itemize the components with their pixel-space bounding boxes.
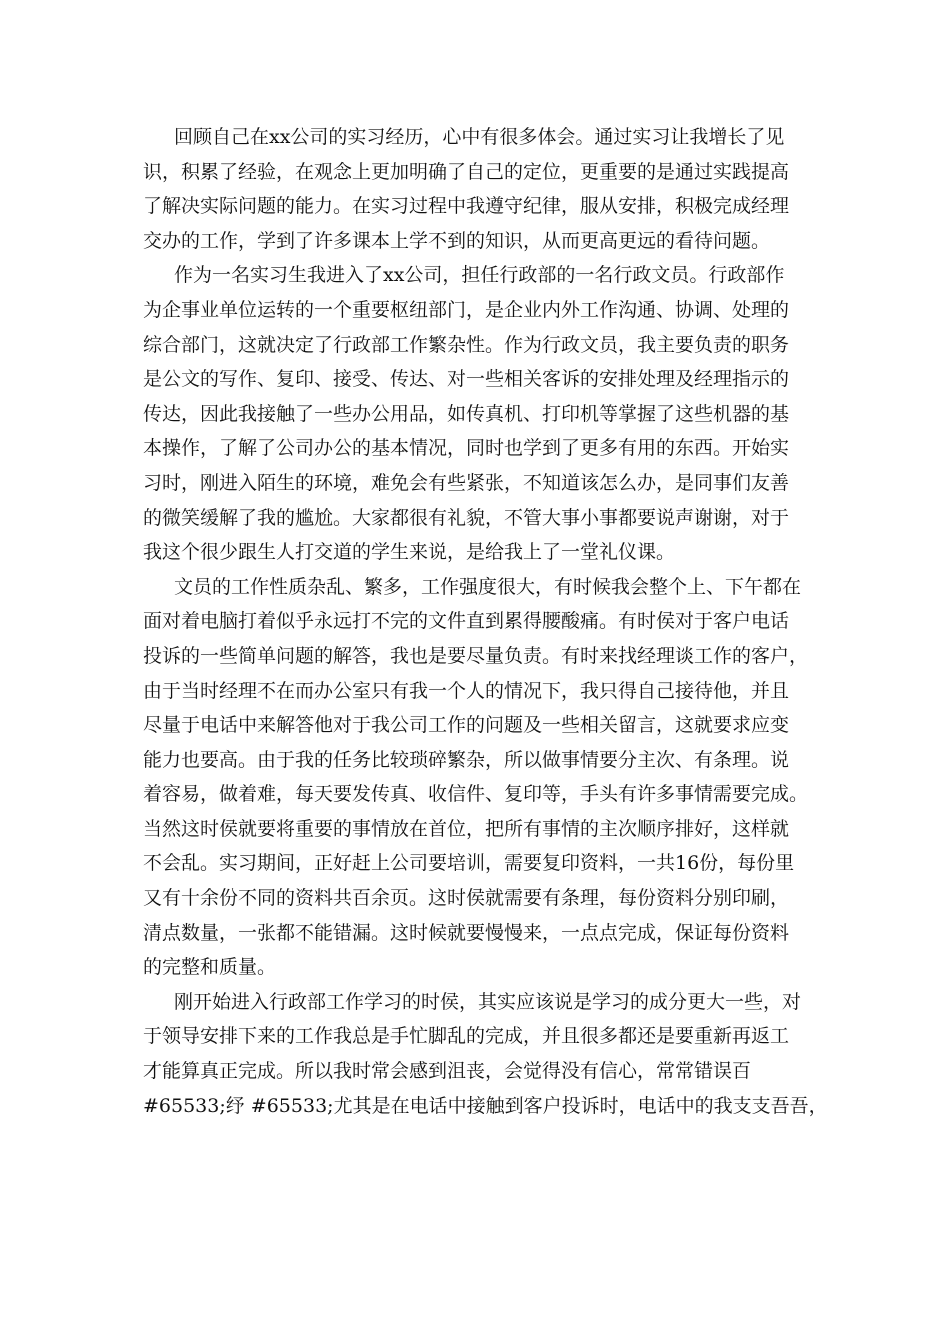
paragraph-1 — [143, 120, 805, 258]
text-line: 本操作，了解了公司办公的基本情况，同时也学到了更多有用的东西。开始实 — [143, 437, 790, 460]
text-line: 清点数量，一张都不能错漏。这时候就要慢慢来，一点点完成，保证每份资料 — [143, 921, 790, 944]
text-line: 的完整和质量。 — [143, 956, 277, 979]
text-line: 于领导安排下来的工作我总是手忙脚乱的完成，并且很多都还是要重新再返工 — [143, 1025, 790, 1048]
text-line: 才能算真正完成。所以我时常会感到沮丧，会觉得没有信心，常常错误百 — [143, 1060, 752, 1083]
text-line: 交办的工作，学到了许多课本上学不到的知识，从而更高更远的看待问题。 — [143, 229, 771, 252]
text-line: 了解决实际问题的能力。在实习过程中我遵守纪律，服从安排，积极完成经理 — [143, 195, 790, 218]
text-line: 习时，刚进入陌生的环境，难免会有些紧张，不知道该怎么办，是同事们友善 — [143, 471, 790, 494]
text-line: 当然这时侯就要将重要的事情放在首位，把所有事情的主次顺序排好，这样就 — [143, 817, 790, 840]
text-line: 我这个很少跟生人打交道的学生来说，是给我上了一堂礼仪课。 — [143, 541, 676, 564]
text-line: 能力也要高。由于我的任务比较琐碎繁杂，所以做事情要分主次、有条理。说 — [143, 748, 790, 771]
paragraph-4 — [143, 985, 828, 1123]
text-line: 的微笑缓解了我的尴尬。大家都很有礼貌，不管大事小事都要说声谢谢，对于 — [143, 506, 790, 529]
document-body — [143, 120, 828, 1123]
text-line: 综合部门，这就决定了行政部工作繁杂性。作为行政文员，我主要负责的职务 — [143, 333, 790, 356]
text-line: 尽量于电话中来解答他对于我公司工作的问题及一些相关留言，这就要求应变 — [143, 714, 790, 737]
text-line: 又有十余份不同的资料共百余页。这时侯就需要有条理，每份资料分别印刷， — [143, 887, 790, 910]
text-line: #65533;纾 #65533;尤其是在电话中接触到客户投诉时，电话中的我支支吾吾， — [143, 1094, 828, 1117]
paragraph-3 — [143, 570, 809, 985]
text-line: 传达，因此我接触了一些办公用品，如传真机、打印机等掌握了这些机器的基 — [143, 402, 790, 425]
text-line: 投诉的一些简单问题的解答，我也是要尽量负责。有时来找经理谈工作的客户， — [143, 644, 809, 667]
text-line: 是公文的写作、复印、接受、传达、对一些相关客诉的安排处理及经理指示的 — [143, 368, 790, 391]
text-line: 作为一名实习生我进入了xx公司，担任行政部的一名行政文员。行政部作 — [174, 264, 785, 287]
text-line: 文员的工作性质杂乱、繁多，工作强度很大，有时候我会整个上、下午都在 — [174, 575, 802, 598]
text-line: 识，积累了经验，在观念上更加明确了自己的定位，更重要的是通过实践提高 — [143, 160, 790, 183]
text-line: 刚开始进入行政部工作学习的时侯，其实应该说是学习的成分更大一些，对 — [174, 990, 802, 1013]
paragraph-2 — [143, 258, 805, 569]
text-line: 为企事业单位运转的一个重要枢纽部门，是企业内外工作沟通、协调、处理的 — [143, 298, 790, 321]
text-line: 由于当时经理不在而办公室只有我一个人的情况下，我只得自己接待他，并且 — [143, 679, 790, 702]
text-line: 着容易，做着难，每天要发传真、收信件、复印等，手头有许多事情需要完成。 — [143, 783, 809, 806]
text-line: 不会乱。实习期间，正好赶上公司要培训，需要复印资料，一共16份，每份里 — [143, 852, 795, 875]
text-line: 面对着电脑打着似乎永远打不完的文件直到累得腰酸痛。有时侯对于客户电话 — [143, 610, 790, 633]
text-line: 回顾自己在xx公司的实习经历，心中有很多体会。通过实习让我增长了见 — [174, 126, 785, 148]
